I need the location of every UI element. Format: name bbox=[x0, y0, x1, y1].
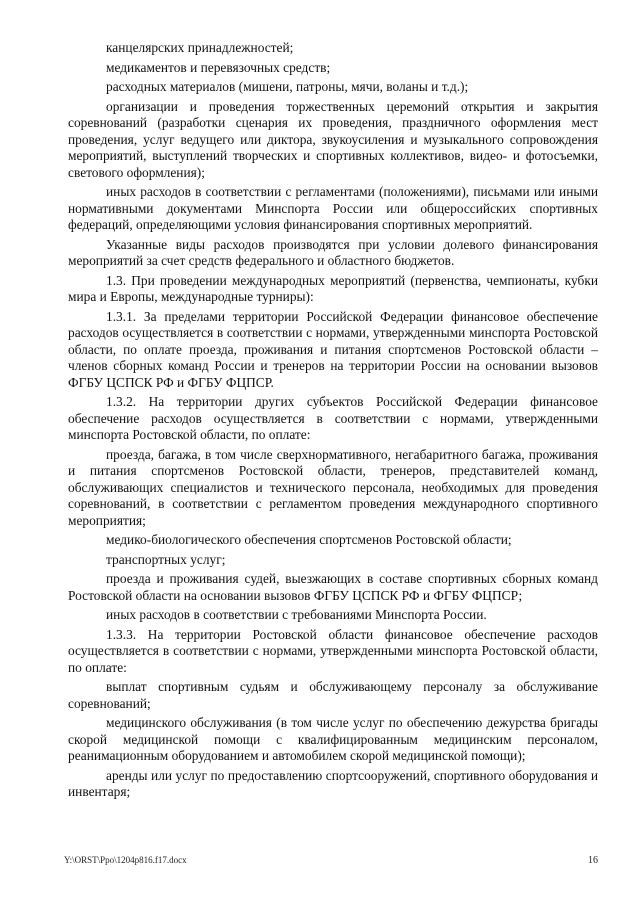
page-number: 16 bbox=[588, 855, 598, 866]
paragraph: транспортных услуг; bbox=[106, 551, 226, 567]
paragraph: проезда, багажа, в том числе сверхнормативного, негабаритного багажа, проживания и питания спортсменов Ростовской области, тренеров, представителей команд, обслуживающих специалистов и технического персонала, необходимых для проведения соревнований, в соответствии с регламентом проведения международного спортивного мероприятия; bbox=[68, 446, 598, 528]
paragraph: 1.3.1. За пределами территории Российской Федерации финансовое обеспечение расходов осуществляется в соответствии с нормами, утвержденными минспорта Ростовской области, по оплате проезда, проживания и питания спортсменов Ростовской области – членов сборных команд России и тренеров на территории России на основании вызовов ФГБУ ЦСПСК РФ и ФГБУ ФЦПСР. bbox=[68, 308, 598, 390]
footer-file-path: Y:\ORST\Ppo\1204p816.f17.docx bbox=[64, 855, 187, 865]
paragraph: медицинского обслуживания (в том числе услуг по обеспечению дежурства бригады скорой медицинской помощи с квалифицированным медицинским персоналом, реанимационным оборудованием и автомобилем скорой медицинской помощи); bbox=[68, 715, 598, 763]
paragraph: 1.3. При проведении международных мероприятий (первенства, чемпионаты, кубки мира и Европы, международные турниры): bbox=[68, 272, 598, 304]
paragraph: проезда и проживания судей, выезжающих в составе спортивных сборных команд Ростовской области на основании вызовов ФГБУ ЦСПСК РФ и ФГБУ ФЦПСР; bbox=[68, 571, 598, 603]
paragraph: расходных материалов (мишени, патроны, мячи, воланы и т.д.); bbox=[106, 79, 469, 94]
paragraph: иных расходов в соответствии с требованиями Минспорта России. bbox=[106, 607, 487, 622]
paragraph: аренды или услуг по предоставлению спортсооружений, спортивного оборудования и инвентаря; bbox=[68, 767, 598, 799]
paragraph: канцелярских принадлежностей; bbox=[106, 40, 294, 55]
paragraph: 1.3.3. На территории Ростовской области финансовое обеспечение расходов осуществляется в соответствии с нормами, утвержденными минспорта Ростовской области, по оплате: bbox=[68, 626, 598, 675]
paragraph: Указанные виды расходов производятся при условии долевого финансирования мероприятий за счет средств федерального и областного бюджетов. bbox=[68, 236, 598, 268]
paragraph: организации и проведения торжественных церемоний открытия и закрытия соревнований (разработки сценария их проведения, праздничного оформления мест проведения, услуг ведущего или диктора, звукоусиления и музыкального сопровождения мероприятий, выступлений творческих и спортивных коллективов, видео- и фотосъемки, светового оформления); bbox=[68, 98, 598, 180]
paragraph: выплат спортивным судьям и обслуживающему персоналу за обслуживание соревнований; bbox=[68, 679, 598, 711]
document-body bbox=[68, 40, 598, 801]
paragraph: иных расходов в соответствии с регламентами (положениями), письмами или иными нормативными документами Минспорта России или общероссийских спортивных федераций, определяющими условия финансирования спортивных мероприятий. bbox=[68, 184, 598, 232]
paragraph: медикаментов и перевязочных средств; bbox=[106, 59, 331, 75]
paragraph: медико-биологического обеспечения спортсменов Ростовской области; bbox=[106, 532, 512, 547]
paragraph: 1.3.2. На территории других субъектов Российской Федерации финансовое обеспечение расходов осуществляется в соответствии с нормами, утвержденными минспорта Ростовской области, по оплате: bbox=[68, 394, 598, 442]
